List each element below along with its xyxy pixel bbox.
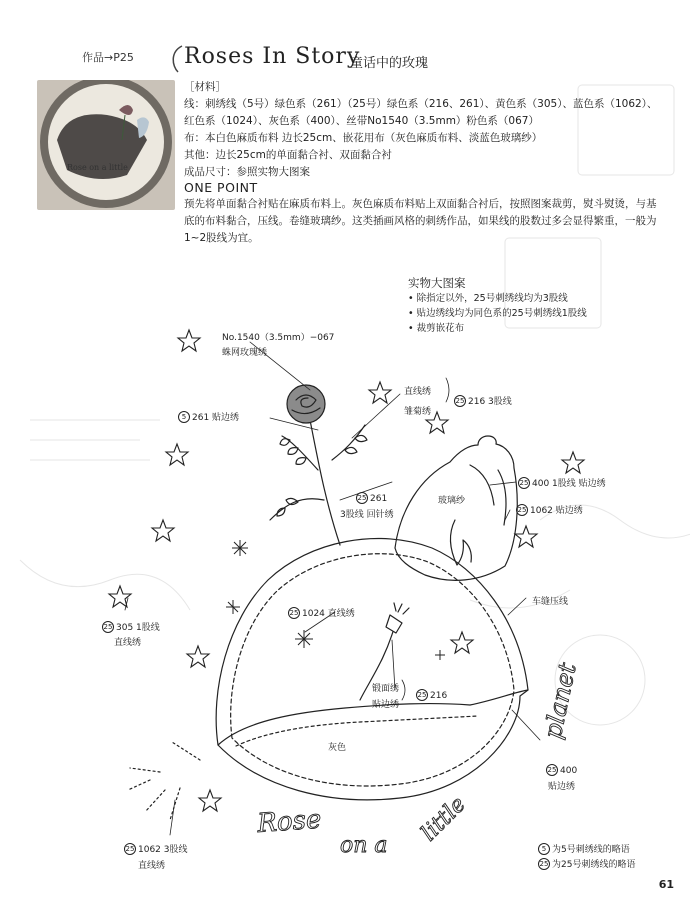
label-gray: 灰色 — [328, 743, 347, 753]
star-icon — [562, 452, 584, 473]
page-title: Roses In Story — [184, 44, 361, 69]
footnote-25: 25 为25号刺绣线的略语 — [539, 860, 636, 870]
script-text-planet: planet — [538, 660, 582, 742]
thread-25-icon: 25 — [103, 623, 113, 631]
page-number: 61 — [658, 878, 674, 891]
one-point-line: 预先将单面黏合衬贴在麻质布料上。灰色麻质布料贴上双面黏合衬后，按照图案裁剪，熨斗熨烫，与基 — [184, 198, 657, 210]
thread-25-icon: 25 — [455, 397, 465, 405]
sparkle-icon — [435, 650, 445, 660]
thread-25-icon: 25 — [357, 494, 367, 502]
star-icon — [515, 526, 537, 547]
thread-25-icon: 25 — [289, 609, 299, 617]
label-star-305: 25 305 1股线 — [103, 623, 160, 633]
script-text-on-a: on a — [340, 833, 388, 858]
label-bell-side: 25 1062 贴边绣 — [517, 506, 583, 516]
label-leaf-desc: 3股线 回针绣 — [340, 510, 394, 520]
thread-25-icon: 25 — [417, 691, 427, 699]
svg-text:Rose on a little: Rose on a little — [67, 163, 128, 172]
label-comet-stitch: 直线绣 — [138, 861, 166, 871]
label-stitch-2: 雏菊绣 — [404, 407, 432, 417]
label-edge-400-stitch: 贴边绣 — [548, 782, 576, 792]
one-point-heading: ONE POINT — [184, 180, 258, 195]
label-flower-number: 25 216 — [417, 691, 448, 701]
one-point-line: 1~2股线为宜。 — [184, 232, 259, 244]
script-text-little: little — [416, 791, 471, 847]
star-icon — [369, 382, 391, 403]
label-stem: 5 261 贴边绣 — [178, 410, 239, 423]
rose-stem — [310, 420, 340, 545]
one-point-line: 底的布料黏合，压线。卷缝玻璃纱。这类插画风格的刺绣作品，如果线的股数过多会显得繁重，一般为 — [184, 215, 657, 227]
label-ribbon-number: No.1540（3.5mm）−067 — [222, 333, 335, 343]
label-glass: 玻璃纱 — [438, 496, 466, 506]
label-comet: 25 1062 3股线 — [125, 845, 188, 855]
thread-25-icon: 25 — [125, 845, 135, 853]
legend-item: • 贴边绣线均为同色系的25号刺绣线1股线 — [408, 306, 587, 321]
glass-bell — [395, 436, 517, 580]
legend-item: • 除指定以外，25号刺绣线均为3股线 — [408, 291, 587, 306]
label-ribbon-stitch: 蛛网玫瑰绣 — [222, 348, 268, 358]
label-stitch-number: 25 216 3股线 — [455, 397, 512, 407]
planet-inner-dashed — [231, 554, 514, 786]
label-planet-star: 25 1024 直线绣 — [289, 609, 355, 619]
label-leaf-number: 25 261 — [357, 494, 388, 504]
label-flower-1: 锻面绣 — [372, 684, 400, 694]
star-icon — [451, 632, 473, 653]
star-icon — [109, 586, 131, 607]
footnote-5: 5 为5号刺绣线的略语 — [538, 842, 630, 855]
sparkle-icon — [232, 540, 248, 556]
star-icon — [152, 520, 174, 541]
thread-5-icon: 5 — [538, 843, 550, 855]
materials-line: 布：本白色麻质布料 边长25cm、嵌花用布（灰色麻质布料、淡蓝色玻璃纱） — [184, 132, 543, 144]
star-icons — [109, 330, 584, 811]
sparkle-icon — [226, 600, 240, 614]
script-text-rose: Rose — [256, 804, 323, 839]
thread-25-icon: 25 — [517, 506, 527, 514]
label-stitch-1: 直线绣 — [404, 387, 432, 397]
label-edge-400: 25 400 — [547, 766, 578, 776]
sparkle-icon — [295, 630, 313, 648]
thread-5-icon: 5 — [178, 411, 190, 423]
project-reference: 作品→P25 — [82, 51, 134, 64]
star-icon — [178, 330, 200, 351]
thread-25-icon: 25 — [539, 860, 549, 868]
star-icon — [199, 790, 221, 811]
thread-25-icon: 25 — [547, 766, 557, 774]
label-flower-2: 贴边绣 — [372, 700, 400, 710]
star-icon — [166, 444, 188, 465]
leaf-sprig — [270, 425, 367, 520]
sparkle-icons — [226, 540, 445, 660]
materials-heading: ［材料］ — [184, 81, 226, 93]
page-subtitle: 童话中的玫瑰 — [350, 56, 429, 71]
label-star-305-stitch: 直线绣 — [114, 638, 142, 648]
materials-line: 线：刺绣线（5号）绿色系（261）（25号）绿色系（216、261）、黄色系（305）、蓝色系（1062）、 — [184, 98, 658, 110]
legend-item: • 裁剪嵌花布 — [408, 321, 587, 336]
label-bell-top: 25 400 1股线 贴边绣 — [519, 479, 606, 489]
label-machine-stitch: 车缝压线 — [532, 597, 569, 607]
thread-25-icon: 25 — [519, 479, 529, 487]
materials-line: 其他：边长25cm的单面黏合衬、双面黏合衬 — [184, 149, 392, 161]
star-icon — [187, 646, 209, 667]
legend-title: 实物大图案 — [408, 276, 466, 290]
materials-line: 红色系（1024）、灰色系（400）、丝带No1540（3.5mm）粉色系（067） — [184, 115, 539, 127]
materials-line: 成品尺寸：参照实物大图案 — [184, 166, 310, 178]
rose-flower — [287, 385, 325, 423]
